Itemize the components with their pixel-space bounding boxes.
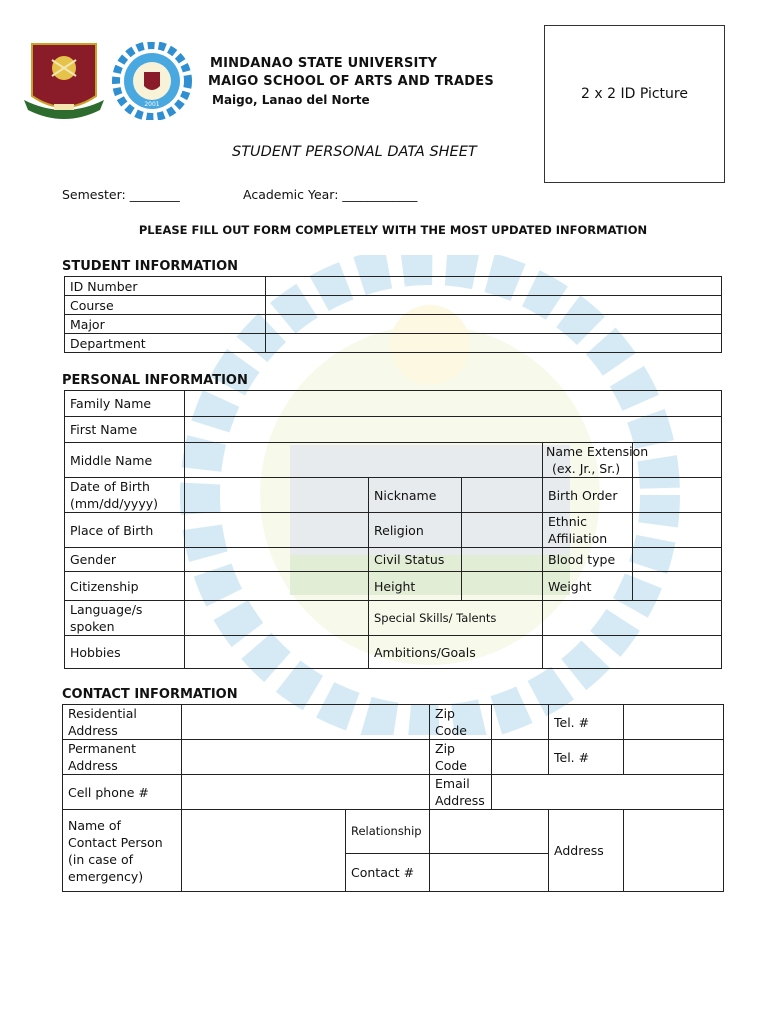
permanent-address-input[interactable] <box>182 740 430 775</box>
hobbies-input[interactable] <box>185 636 369 669</box>
page-title: STUDENT PERSONAL DATA SHEET <box>232 144 477 160</box>
emergency-address-input[interactable] <box>624 810 724 892</box>
cellphone-input[interactable] <box>182 775 430 810</box>
email-label <box>430 775 492 810</box>
contact-person-line1: Name of <box>68 817 121 833</box>
department-label: Department <box>65 334 266 353</box>
middle-name-input[interactable] <box>185 443 543 478</box>
contact-info-heading: CONTACT INFORMATION <box>62 687 238 702</box>
place-of-birth-input[interactable] <box>185 513 369 548</box>
family-name-label: Family Name <box>65 391 185 417</box>
id-number-label: ID Number <box>65 277 266 296</box>
civil-status-input[interactable] <box>462 548 543 572</box>
special-skills-input[interactable] <box>543 601 722 636</box>
residential-zip-line2: Code <box>435 723 468 738</box>
ethnic-affiliation-input[interactable] <box>633 513 722 548</box>
weight-label: Weight <box>543 572 633 601</box>
residential-address-input[interactable] <box>182 705 430 740</box>
id-picture-label: 2 x 2 ID Picture <box>581 86 688 102</box>
email-line2: Address <box>435 793 485 808</box>
academic-year-field[interactable]: Academic Year: ____________ <box>243 187 418 202</box>
permanent-tel-input[interactable] <box>624 740 724 775</box>
cellphone-label: Cell phone # <box>63 775 182 810</box>
contact-person-line3: (in case of <box>68 851 134 867</box>
language-line1: Language/s <box>70 602 143 617</box>
relationship-input[interactable] <box>430 810 549 854</box>
residential-address-label <box>63 705 182 740</box>
dob-label-line1: Date of Birth <box>70 479 150 494</box>
permanent-address-label <box>63 740 182 775</box>
special-skills-label: Special Skills/ Talents <box>369 601 543 636</box>
permanent-zip-line2: Code <box>435 758 468 773</box>
relationship-label: Relationship <box>346 810 430 854</box>
height-label: Height <box>369 572 462 601</box>
residential-zip-line1: Zip <box>435 706 455 721</box>
major-label: Major <box>65 315 266 334</box>
permanent-line1: Permanent <box>68 741 136 756</box>
school-name: MAIGO SCHOOL OF ARTS AND TRADES <box>208 74 494 89</box>
residential-line2: Address <box>68 723 118 738</box>
contact-info-table <box>62 704 724 892</box>
weight-input[interactable] <box>633 572 722 601</box>
ethnic-line1: Ethnic <box>548 514 587 529</box>
student-info-heading: STUDENT INFORMATION <box>62 259 239 274</box>
student-info-table <box>64 276 722 353</box>
name-extension-example: (ex. Jr., Sr.) <box>552 461 621 476</box>
email-line1: Email <box>435 776 470 791</box>
middle-name-label: Middle Name <box>65 443 185 478</box>
language-line2: spoken <box>70 619 115 634</box>
ambitions-input[interactable] <box>543 636 722 669</box>
religion-label: Religion <box>369 513 462 548</box>
course-input[interactable] <box>266 296 722 315</box>
contact-person-label <box>63 810 182 892</box>
religion-input[interactable] <box>462 513 543 548</box>
residential-line1: Residential <box>68 706 137 721</box>
ethnic-line2: Affiliation <box>548 531 608 546</box>
permanent-zip-label <box>430 740 492 775</box>
permanent-zip-line1: Zip <box>435 741 455 756</box>
citizenship-input[interactable] <box>185 572 369 601</box>
id-number-input[interactable] <box>266 277 722 296</box>
language-input[interactable] <box>185 601 369 636</box>
contact-number-input[interactable] <box>430 854 549 892</box>
language-label <box>65 601 185 636</box>
msat-gear-logo-icon <box>110 42 194 120</box>
personal-info-heading: PERSONAL INFORMATION <box>62 373 248 388</box>
course-label: Course <box>65 296 266 315</box>
contact-number-label: Contact # <box>346 854 430 892</box>
hobbies-label: Hobbies <box>65 636 185 669</box>
university-name: MINDANAO STATE UNIVERSITY <box>210 56 438 71</box>
gender-label: Gender <box>65 548 185 572</box>
civil-status-label: Civil Status <box>369 548 462 572</box>
birth-order-label: Birth Order <box>543 478 633 513</box>
dob-label-line2: (mm/dd/yyyy) <box>70 496 158 511</box>
id-picture-box[interactable] <box>544 25 725 183</box>
email-input[interactable] <box>492 775 724 810</box>
contact-person-line2: Contact Person <box>68 834 163 850</box>
place-of-birth-label: Place of Birth <box>65 513 185 548</box>
first-name-label: First Name <box>65 417 185 443</box>
nickname-input[interactable] <box>462 478 543 513</box>
permanent-line2: Address <box>68 758 118 773</box>
ambitions-label: Ambitions/Goals <box>369 636 543 669</box>
blood-type-label: Blood type <box>543 548 633 572</box>
logo-year: 2001 <box>144 101 160 108</box>
first-name-input[interactable] <box>185 417 722 443</box>
dob-input[interactable] <box>185 478 369 513</box>
semester-field[interactable]: Semester: ________ <box>62 187 180 202</box>
form-instruction: PLEASE FILL OUT FORM COMPLETELY WITH THE MOST UPDATED INFORMATION <box>138 223 648 237</box>
ethnic-affiliation-label <box>543 513 633 548</box>
blood-type-input[interactable] <box>633 548 722 572</box>
height-input[interactable] <box>462 572 543 601</box>
name-extension-text: Name Extension <box>546 444 649 459</box>
gender-input[interactable] <box>185 548 369 572</box>
residential-tel-input[interactable] <box>624 705 724 740</box>
department-input[interactable] <box>266 334 722 353</box>
citizenship-label: Citizenship <box>65 572 185 601</box>
family-name-input[interactable] <box>185 391 722 417</box>
nickname-label: Nickname <box>369 478 462 513</box>
permanent-zip-input[interactable] <box>492 740 549 775</box>
residential-zip-input[interactable] <box>492 705 549 740</box>
contact-person-line4: emergency) <box>68 868 144 884</box>
residential-zip-label <box>430 705 492 740</box>
name-extension-label <box>543 443 649 478</box>
school-location: Maigo, Lanao del Norte <box>212 93 370 107</box>
msu-logo-icon <box>22 38 106 122</box>
residential-tel-label: Tel. # <box>549 705 624 740</box>
birth-order-input[interactable] <box>633 478 722 513</box>
major-input[interactable] <box>266 315 722 334</box>
emergency-address-label: Address <box>549 810 624 892</box>
personal-info-table <box>64 390 722 669</box>
contact-person-input[interactable] <box>182 810 346 892</box>
permanent-tel-label: Tel. # <box>549 740 624 775</box>
dob-label <box>65 478 185 513</box>
